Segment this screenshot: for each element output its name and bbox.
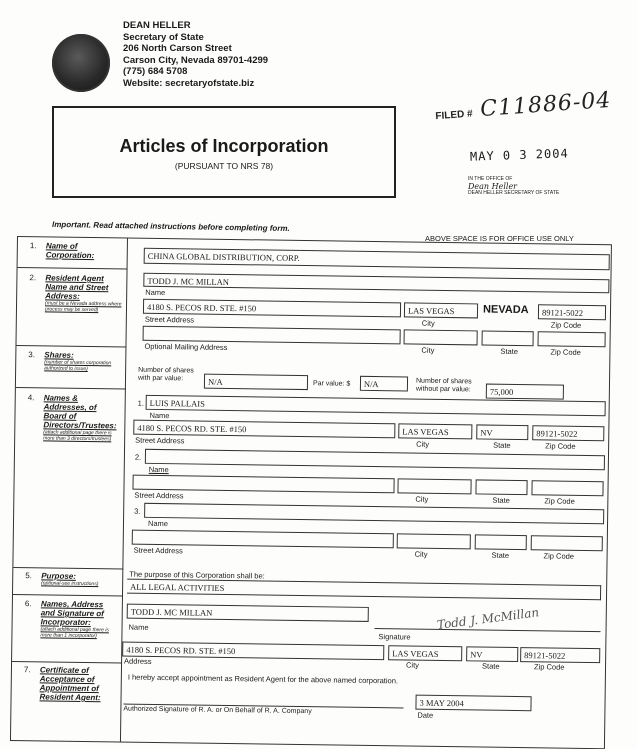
authorized-signature-caption: Authorized Signature of R. A. or On Behalf of R. A. Company — [123, 705, 312, 716]
section-number: 4. — [27, 393, 35, 403]
state-caption: State — [500, 346, 519, 357]
section-5-label — [17, 571, 119, 587]
section-number: 5. — [25, 571, 32, 581]
agent-zip-field[interactable]: 89121-5022 — [538, 304, 606, 320]
agent-city-field[interactable]: LAS VEGAS — [404, 302, 478, 318]
section-title: Certificate of Acceptance of Appointment of Resident Agent: — [39, 665, 101, 703]
office-stamp-line2: DEAN HELLER SECRETARY OF STATE — [468, 190, 560, 196]
director-3-name-field[interactable] — [144, 503, 604, 524]
par-value-field[interactable]: N/A — [360, 376, 408, 392]
director-2-city-field[interactable] — [397, 478, 471, 494]
secretary-signature: Dean Heller — [468, 182, 517, 191]
doc-title: Articles of Incorporation — [119, 136, 329, 156]
director-3-city-field[interactable] — [397, 533, 471, 549]
section-4-label — [19, 393, 122, 442]
name-caption: Name — [145, 287, 166, 298]
street-caption: Street Address — [133, 545, 183, 556]
without-par-label: Number of shares without par value: — [415, 377, 472, 394]
name-caption: Name — [148, 464, 169, 475]
filing-number-stamp — [434, 88, 612, 125]
director-3-state-field[interactable] — [475, 534, 527, 550]
nevada-seal-icon — [52, 34, 110, 92]
form-body — [10, 236, 612, 749]
street-caption: Street Address — [134, 490, 184, 501]
zip-caption: Zip Code — [550, 347, 581, 357]
incorporator-name-field[interactable]: TODD J. MC MILLAN — [127, 604, 369, 622]
par-value-label: Par value: $ — [312, 380, 351, 388]
office-use-note: ABOVE SPACE IS FOR OFFICE USE ONLY — [425, 234, 574, 243]
director-1-street-field[interactable]: 4180 S. PECOS RD. STE. #150 — [133, 420, 395, 439]
section-title: Names, Address and Signature of Incorporator: — [40, 599, 104, 628]
name-caption: Name — [149, 410, 170, 421]
section-title: Shares: — [44, 350, 74, 360]
section-note: (attach additional page there is more than 3 directors/trustees) — [43, 429, 112, 443]
incorporator-address-field[interactable]: 4180 S. PECOS RD. STE. #150 — [122, 642, 384, 661]
section-2-label — [21, 273, 124, 313]
office-phone: (775) 684 5708 — [123, 66, 188, 77]
date-caption: Date — [417, 710, 434, 720]
filing-number: C11886-04 — [479, 87, 613, 122]
agent-street-field[interactable]: 4180 S. PECOS RD. STE. #150 — [143, 299, 401, 318]
office-city: Carson City, Nevada 89701-4299 — [123, 54, 269, 66]
incorporator-signature: Todd J. McMillan — [436, 605, 540, 632]
office-stamp-line1: IN THE OFFICE OF — [468, 176, 513, 182]
incorporator-state-field[interactable]: NV — [466, 646, 518, 662]
section-number: 6. — [24, 599, 32, 609]
acceptance-date-field[interactable]: 3 MAY 2004 — [415, 695, 531, 712]
purpose-field[interactable]: ALL LEGAL ACTIVITIES — [127, 579, 601, 601]
director-1-zip-field[interactable]: 89121-5022 — [532, 425, 604, 441]
title-box — [52, 106, 396, 198]
section-7-label — [16, 665, 118, 702]
incorporator-zip-field[interactable]: 89121-5022 — [520, 647, 600, 663]
director-1-city-field[interactable]: LAS VEGAS — [398, 423, 472, 439]
mailing-zip-field[interactable] — [538, 331, 606, 347]
name-caption: Name — [147, 518, 169, 529]
letterhead — [123, 20, 268, 89]
state-caption: State — [481, 661, 500, 671]
director-1-state-field[interactable]: NV — [476, 424, 528, 440]
zip-caption: Zip Code — [543, 551, 575, 561]
section-note: (number of shares corporation authorized to issue) — [44, 359, 112, 373]
purpose-caption: The purpose of this Corporation shall be: — [129, 569, 265, 581]
section-number: 7. — [23, 665, 31, 675]
street-caption: Street Address — [144, 314, 195, 325]
office-street: 206 North Carson Street — [123, 43, 232, 54]
office-stamp — [468, 176, 559, 197]
section-title: Resident Agent Name and Street Address: — [45, 273, 109, 301]
signature-caption: Signature — [378, 632, 411, 642]
director-2-state-field[interactable] — [475, 479, 527, 495]
section-title: Names & Addresses, of Board of Directors/Trustees: — [43, 393, 117, 431]
section-number: 2. — [29, 273, 37, 283]
state-caption: State — [491, 550, 510, 560]
director-2-name-field[interactable] — [145, 449, 605, 470]
filed-prefix: FILED # — [435, 108, 474, 123]
important-note: Important. Read attached instructions before completing form. — [51, 219, 290, 234]
filing-date: MAY 0 3 2004 — [469, 146, 569, 164]
section-note: (must be a Nevada address where process may be served) — [44, 300, 122, 314]
city-caption: City — [415, 494, 429, 504]
city-caption: City — [414, 549, 428, 559]
section-title: Purpose: — [41, 571, 76, 581]
section-3-label — [20, 350, 122, 372]
director-1-name-field[interactable]: LUIS PALLAIS — [146, 395, 606, 416]
with-par-label: Number of shares with par value: — [137, 366, 194, 383]
mailing-caption: Optional Mailing Address — [144, 341, 228, 352]
street-caption: Street Address — [135, 435, 185, 446]
agent-name-field[interactable]: TODD J. MC MILLAN — [143, 273, 609, 294]
section-note: (optional-see instructions) — [41, 580, 99, 588]
section-number: 3. — [28, 350, 36, 360]
address-caption: Address — [124, 656, 152, 666]
director-2-number: 2. — [134, 452, 142, 462]
section-number: 1. — [29, 241, 37, 251]
director-3-number: 3. — [134, 506, 141, 516]
director-1-number: 1. — [137, 398, 145, 408]
director-2-zip-field[interactable] — [531, 480, 603, 496]
name-caption: Name — [128, 622, 149, 632]
zip-caption: Zip Code — [550, 320, 582, 330]
zip-caption: Zip Code — [533, 662, 565, 672]
city-caption: City — [405, 660, 420, 670]
city-caption: City — [416, 439, 430, 449]
secretary-name: DEAN HELLER — [123, 20, 191, 31]
corporation-name-field[interactable]: CHINA GLOBAL DISTRIBUTION, CORP. — [144, 248, 610, 271]
state-caption: State — [493, 440, 511, 450]
shares-without-par-field[interactable]: 75,000 — [486, 384, 564, 400]
office-website: Website: secretaryofstate.biz — [123, 77, 255, 89]
state-caption: State — [492, 495, 510, 505]
city-caption: City — [421, 345, 435, 355]
section-note: (attach additional page there is more than 1 incorporator) — [40, 626, 109, 640]
director-3-zip-field[interactable] — [531, 535, 603, 551]
mailing-state-field[interactable] — [482, 330, 534, 346]
city-caption: City — [421, 318, 435, 328]
zip-caption: Zip Code — [544, 496, 575, 506]
shares-with-par-field[interactable]: N/A — [204, 374, 308, 390]
section-6-label — [16, 599, 119, 639]
mailing-city-field[interactable] — [404, 329, 478, 345]
secretary-title: Secretary of State — [123, 31, 204, 43]
section-title: Name of Corporation: — [45, 241, 95, 261]
incorporator-city-field[interactable]: LAS VEGAS — [388, 645, 462, 661]
acceptance-text: I hereby accept appointment as Resident Agent for the above named corporation. — [127, 672, 399, 686]
zip-caption: Zip Code — [545, 441, 576, 451]
section-1-label — [22, 241, 124, 260]
agent-state-value: NEVADA — [482, 303, 529, 317]
doc-subtitle: (PURSUANT TO NRS 78) — [174, 161, 274, 171]
